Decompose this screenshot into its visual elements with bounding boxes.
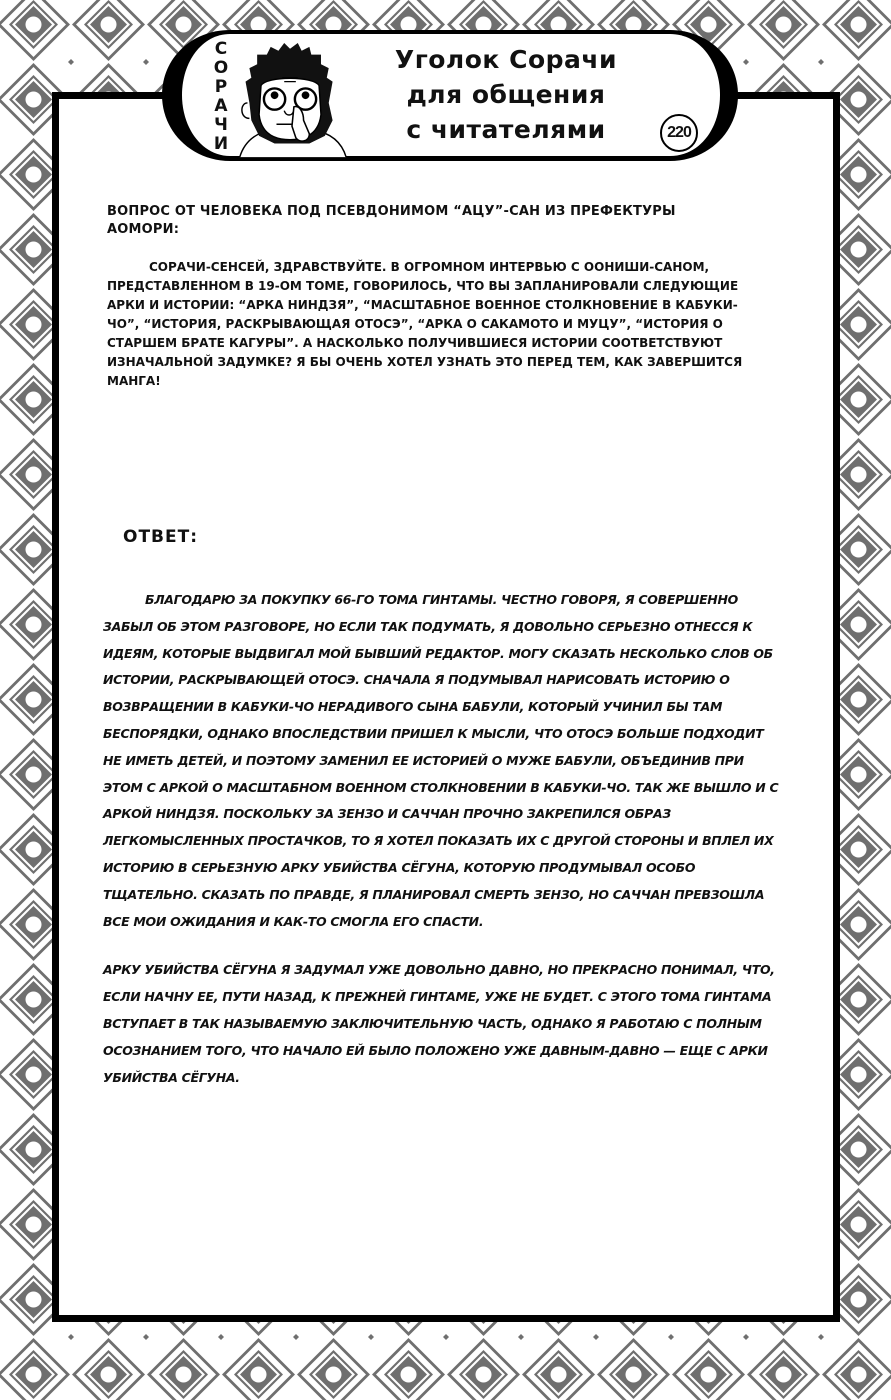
issue-number-badge: [660, 114, 698, 152]
question-heading: ВОПРОС ОТ ЧЕЛОВЕКА ПОД ПСЕВДОНИМОМ “АЦУ”-САН ИЗ ПРЕФЕКТУРЫ АОМОРИ:: [107, 204, 676, 237]
answer-paragraph: АРКУ УБИЙСТВА СЁГУНА Я ЗАДУМАЛ УЖЕ ДОВОЛЬНО ДАВНО, НО ПРЕКРАСНО ПОНИМАЛ, ЧТО, ЕСЛИ НАЧНУ ЕЕ, ПУТИ НАЗАД, К ПРЕЖНЕЙ ГИНТАМЕ, УЖЕ НЕ БУДЕТ. С ЭТОГО ТОМА ГИНТАМА ВСТУПАЕТ В ТАК НАЗЫВАЕМУЮ ЗАКЛЮЧИТЕЛЬНУЮ ЧАСТЬ, ОДНАКО Я РАБОТАЮ С ПОЛНЫМ ОСОЗНАНИЕМ ТОГО, ЧТО НАЧАЛО ЕЙ БЫЛО ПОЛОЖЕНО УЖЕ ДАВНЫМ-ДАВНО — ЕЩЕ С АРКИ УБИЙСТВА СЁГУНА.: [103, 962, 775, 1085]
vertical-letter: О: [213, 58, 229, 78]
vertical-letter: С: [214, 39, 228, 59]
banner-title-line: с читателями: [406, 115, 606, 144]
banner-title: [356, 42, 656, 147]
vertical-letter: Р: [214, 77, 228, 97]
author-gorilla-portrait-icon: [232, 42, 350, 160]
banner-title-line: Уголок Сорачи: [394, 45, 618, 74]
letter-content: [103, 203, 785, 1091]
answer-heading: ОТВЕТ:: [123, 527, 199, 547]
author-vertical-label: [210, 40, 232, 154]
answer-paragraph: БЛАГОДАРЮ ЗА ПОКУПКУ 66-ГО ТОМА ГИНТАМЫ. ЧЕСТНО ГОВОРЯ, Я СОВЕРШЕННО ЗАБЫЛ ОБ ЭТОМ РАЗГОВОРЕ, НО ЕСЛИ ТАК ПОДУМАТЬ, Я ДОВОЛЬНО СЕРЬЕЗНО ОТНЕССЯ К ИДЕЯМ, КОТОРЫЕ ВЫДВИГАЛ МОЙ БЫВШИЙ РЕДАКТОР. МОГУ СКАЗАТЬ НЕСКОЛЬКО СЛОВ ОБ ИСТОРИИ, РАСКРЫВАЮЩЕЙ ОТОСЭ. СНАЧАЛА Я ПОДУМЫВАЛ НАРИСОВАТЬ ИСТОРИЮ О ВОЗВРАЩЕНИИ В КАБУКИ-ЧО НЕРАДИВОГО СЫНА БАБУЛИ, КОТОРЫЙ УЧИНИЛ БЫ ТАМ БЕСПОРЯДКИ, ОДНАКО ВПОСЛЕДСТВИИ ПРИШЕЛ К МЫСЛИ, ЧТО ОТОСЭ БОЛЬШЕ ПОДХОДИТ НЕ ИМЕТЬ ДЕТЕЙ, И ПОЭТОМУ ЗАМЕНИЛ ЕЕ ИСТОРИЕЙ О МУЖЕ БАБУЛИ, ОБЪЕДИНИВ ПРИ ЭТОМ С АРКОЙ О МАСШТАБНОМ ВОЕННОМ СТОЛКНОВЕНИИ В КАБУКИ-ЧО. ТАК ЖЕ ВЫШЛО И С АРКОЙ НИНДЗЯ. ПОСКОЛЬКУ ЗА ЗЕНЗО И САЧЧАН ПРОЧНО ЗАКРЕПИЛСЯ ОБРАЗ ЛЕГКОМЫСЛЕННЫХ ПРОСТАЧКОВ, ТО Я ХОТЕЛ ПОКАЗАТЬ ИХ С ДРУГОЙ СТОРОНЫ И ВПЛЕЛ ИХ ИСТОРИЮ В СЕРЬЕЗНУЮ АРКУ УБИЙСТВА СЁГУНА, КОТОРУЮ ПРОДУМЫВАЛ ОСОБО ТЩАТЕЛЬНО. СКАЗАТЬ ПО ПРАВДЕ, Я ПЛАНИРОВАЛ СМЕРТЬ ЗЕНЗО, НО САЧЧАН ПРЕВЗОШЛА ВСЕ МОИ ОЖИДАНИЯ И КАК-ТО СМОГЛА ЕГО СПАСТИ.: [103, 592, 779, 929]
question-body: СОРАЧИ-СЕНСЕЙ, ЗДРАВСТВУЙТЕ. В ОГРОМНОМ ИНТЕРВЬЮ С ООНИШИ-САНОМ, ПРЕДСТАВЛЕННОМ В 19-ОМ ТОМЕ, ГОВОРИЛОСЬ, ЧТО ВЫ ЗАПЛАНИРОВАЛИ СЛЕДУЮЩИЕ АРКИ И ИСТОРИИ: “АРКА НИНДЗЯ”, “МАСШТАБНОЕ ВОЕННОЕ СТОЛКНОВЕНИЕ В КАБУКИ-ЧО”, “ИСТОРИЯ, РАСКРЫВАЮЩАЯ ОТОСЭ”, “АРКА О САКАМОТО И МУЦУ”, “ИСТОРИЯ О СТАРШЕМ БРАТЕ КАГУРЫ”. А НАСКОЛЬКО ПОЛУЧИВШИЕСЯ ИСТОРИИ СООТВЕТСТВУЮТ ИЗНАЧАЛЬНОЙ ЗАДУМКЕ? Я БЫ ОЧЕНЬ ХОТЕЛ УЗНАТЬ ЭТО ПЕРЕД ТЕМ, КАК ЗАВЕРШИТСЯ МАНГА!: [107, 260, 743, 388]
issue-number: 220: [667, 124, 691, 141]
banner-title-line: для общения: [406, 80, 606, 109]
vertical-letter: Ч: [214, 115, 228, 135]
header-banner: [160, 28, 740, 163]
vertical-letter: И: [213, 134, 229, 154]
vertical-letter: А: [214, 96, 228, 116]
